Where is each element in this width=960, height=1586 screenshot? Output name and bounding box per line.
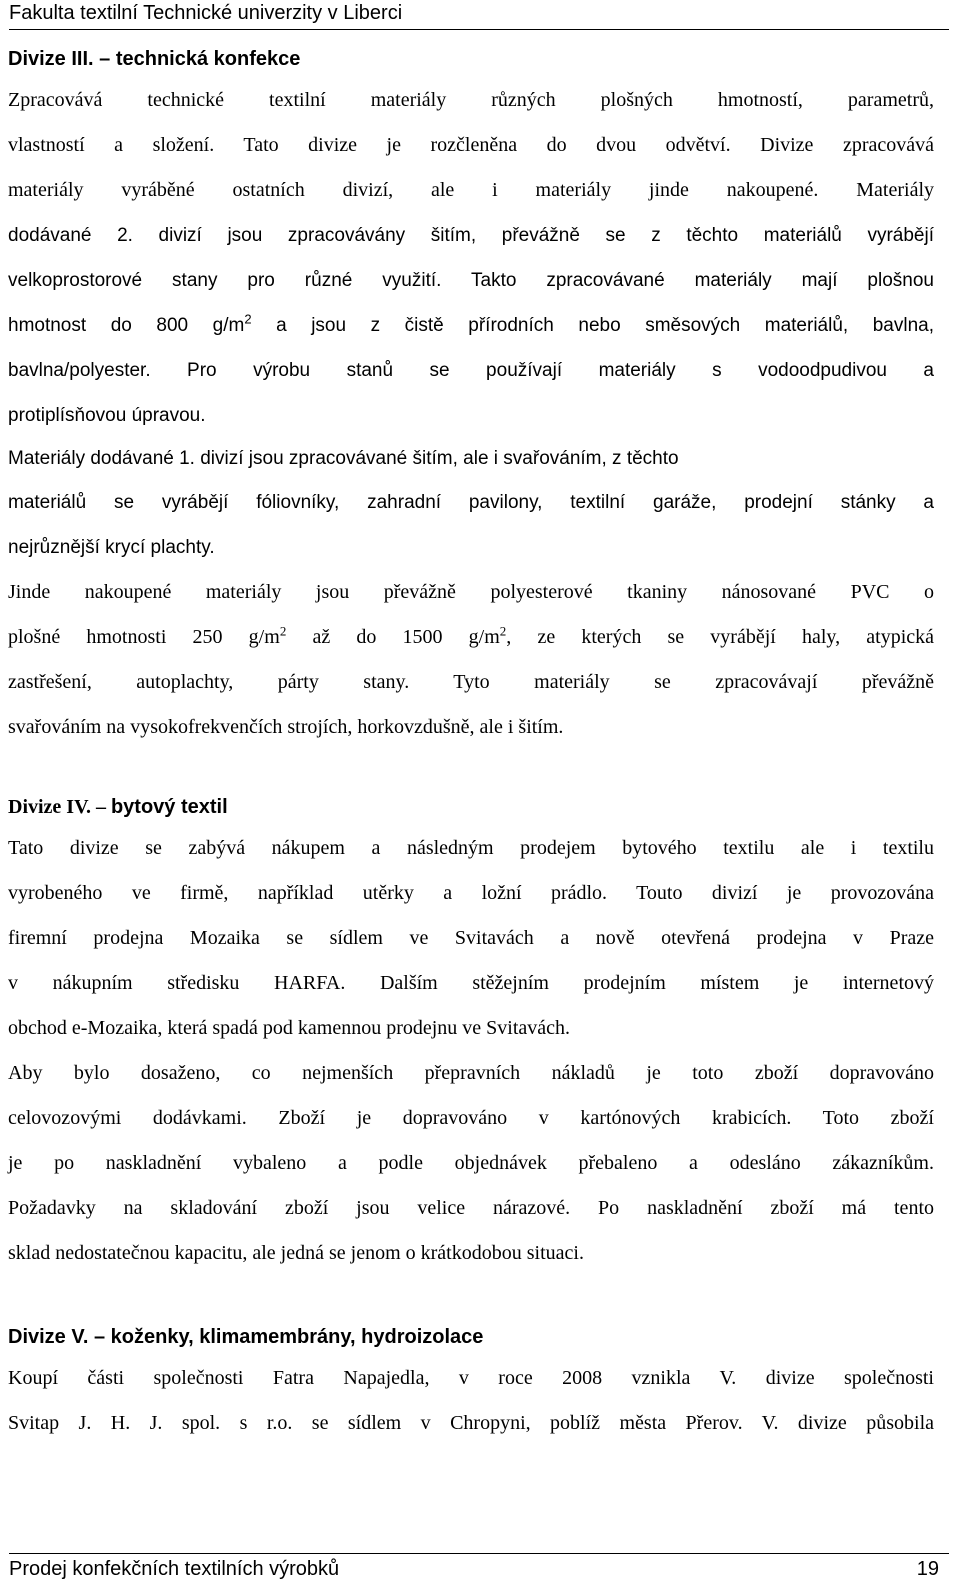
- section-title-text: koženky, klimamembrány, hydroizolace: [110, 1326, 484, 1348]
- text-line: v nákupním středisku HARFA. Dalším stěžejním prodejním místem je internetový: [8, 972, 934, 994]
- text-fragment: plošné hmotnosti 250 g/m: [8, 626, 280, 648]
- text-line: Požadavky na skladování zboží jsou velice nárazové. Po naskladnění zboží má tento: [8, 1197, 934, 1219]
- text-line-with-superscript: [8, 303, 934, 348]
- text-line: Tato divize se zabývá nákupem a následným prodejem bytového textilu ale i textilu: [8, 837, 934, 859]
- text-fragment: až do 1500 g/m: [286, 626, 500, 648]
- section-title-divize-v: [8, 1318, 934, 1356]
- section-title-prefix: Divize IV. –: [8, 796, 111, 818]
- text-line: nejrůznější krycí plachty.: [8, 537, 215, 558]
- paragraph-divize-v: [8, 1356, 934, 1446]
- text-line: materiálů se vyrábějí fóliovníky, zahradní pavilony, textilní garáže, prodejní stánky a: [8, 492, 934, 513]
- text-line: protiplísňovou úpravou.: [8, 405, 206, 426]
- text-line: bavlna/polyester. Pro výrobu stanů se používají materiály s vodoodpudivou a: [8, 360, 934, 381]
- page-footer: [9, 1553, 949, 1584]
- section-title-text: technická konfekce: [115, 48, 301, 70]
- footer-title: Prodej konfekčních textilních výrobků: [9, 1558, 340, 1580]
- text-line: Aby bylo dosaženo, co nejmenších přepravních nákladů je toto zboží dopravováno: [8, 1062, 934, 1084]
- paragraph-divize-iv: [8, 826, 934, 1276]
- section-spacer: [8, 1276, 934, 1318]
- text-line: [8, 438, 934, 480]
- text-line: Zpracovává technické textilní materiály různých plošných hmotností, parametrů,: [8, 89, 934, 111]
- text-line: Koupí části společnosti Fatra Napajedla, v roce 2008 vznikla V. divize společnosti: [8, 1367, 934, 1389]
- text-line: velkoprostorové stany pro různé využití. Takto zpracovávané materiály mají plošnou: [8, 270, 934, 291]
- section-title-prefix: Divize III. –: [8, 48, 116, 70]
- text-fragment: Materiály dodávané 1. divizí jsou zpracovávané šitím, ale i svařováním, z těchto: [8, 448, 679, 469]
- text-line: materiály vyráběné ostatních divizí, ale i materiály jinde nakoupené. Materiály: [8, 179, 934, 201]
- text-line: Jinde nakoupené materiály jsou převážně polyesterové tkaniny nánosované PVC o: [8, 581, 934, 603]
- text-line: sklad nedostatečnou kapacitu, ale jedná se jenom o krátkodobou situaci.: [8, 1242, 584, 1264]
- superscript: 2: [244, 311, 252, 327]
- header-title: Fakulta textilní Technické univerzity v Liberci: [9, 2, 403, 24]
- superscript: 2: [499, 623, 507, 639]
- text-fragment: a jsou z čistě přírodních nebo směsových materiálů, bavlna,: [251, 315, 935, 336]
- text-line: celovozovými dodávkami. Zboží je dopravováno v kartónových krabicích. Toto zboží: [8, 1107, 934, 1129]
- section-title-text: bytový textil: [110, 796, 228, 818]
- text-fragment: hmotnost do 800 g/m: [8, 315, 245, 336]
- paragraph-divize-iii: [8, 78, 934, 750]
- text-line: je po naskladnění vybaleno a podle objednávek přebaleno a odesláno zákazníkům.: [8, 1152, 934, 1174]
- text-line-with-superscript: [8, 615, 934, 660]
- text-line: Svitap J. H. J. spol. s r.o. se sídlem v Chropyni, poblíž města Přerov. V. divize působila: [8, 1412, 934, 1434]
- section-title-divize-iv: [8, 788, 934, 826]
- document-body: [8, 40, 934, 1446]
- section-title-prefix: Divize V. –: [8, 1326, 111, 1348]
- text-line: svařováním na vysokofrekvenčích strojích, horkovzdušně, ale i šitím.: [8, 716, 564, 738]
- section-title-divize-iii: [8, 40, 934, 78]
- superscript: 2: [279, 623, 287, 639]
- section-spacer: [8, 750, 934, 788]
- page-number: 19: [916, 1558, 939, 1580]
- page-header: [9, 0, 949, 30]
- text-line: vyrobeného ve firmě, například utěrky a ložní prádlo. Touto divizí je provozována: [8, 882, 934, 904]
- text-line: dodávané 2. divizí jsou zpracovávány šitím, převážně se z těchto materiálů vyrábějí: [8, 225, 934, 246]
- text-line: vlastností a složení. Tato divize je rozčleněna do dvou odvětví. Divize zpracovává: [8, 134, 934, 156]
- text-line: zastřešení, autoplachty, párty stany. Tyto materiály se zpracovávají převážně: [8, 671, 934, 693]
- text-line: firemní prodejna Mozaika se sídlem ve Svitavách a nově otevřená prodejna v Praze: [8, 927, 934, 949]
- text-line: obchod e-Mozaika, která spadá pod kamennou prodejnu ve Svitavách.: [8, 1017, 571, 1039]
- text-fragment: , ze kterých se vyrábějí haly, atypická: [506, 626, 935, 648]
